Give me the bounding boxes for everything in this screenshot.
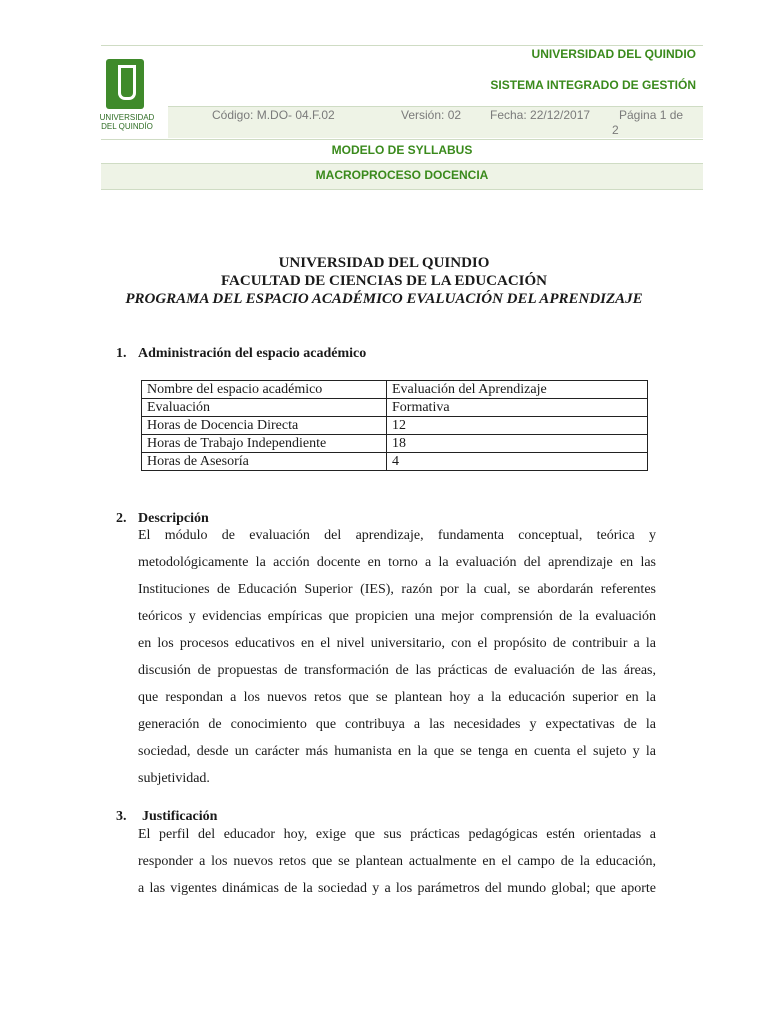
table-cell-value: Formativa	[387, 399, 648, 417]
header-code-rule	[168, 106, 703, 107]
logo-mark-icon	[106, 59, 144, 109]
section-2-paragraph	[138, 522, 656, 792]
header-page: Página 1 de	[619, 108, 684, 122]
paragraph-line: Instituciones de Educación Superior (IES), razón por la cual, se abordarán referentes	[138, 582, 656, 597]
table-cell-label: Horas de Asesoría	[142, 453, 387, 471]
section-2-title: Descripción	[138, 511, 209, 526]
header-date: Fecha: 22/12/2017	[490, 108, 591, 122]
section-1-number: 1.	[116, 346, 127, 361]
paragraph-line: subjetividad.	[138, 771, 210, 786]
logo-text-line2: DEL QUINDÍO	[101, 122, 153, 131]
logo-text-line1: UNIVERSIDAD	[99, 113, 155, 122]
table-row	[142, 435, 648, 453]
header-system: SISTEMA INTEGRADO DE GESTIÓN	[490, 78, 696, 92]
paragraph-line: El módulo de evaluación del aprendizaje, fundamenta conceptual, teórica y	[138, 528, 656, 543]
header-version: Versión: 02	[401, 108, 462, 122]
header-model: MODELO DE SYLLABUS	[331, 143, 473, 157]
title-university: UNIVERSIDAD DEL QUINDIO	[278, 255, 490, 271]
section-3-number: 3.	[116, 809, 127, 824]
section-3-title: Justificación	[142, 809, 218, 824]
table-row	[142, 453, 648, 471]
paragraph-line: responder a los nuevos retos que se plantean actualmente en el campo de la educación,	[138, 854, 656, 869]
paragraph-line: discusión de propuestas de transformación de las prácticas de evaluación de las áreas,	[138, 663, 656, 678]
paragraph-line: sociedad, desde un carácter más humanista en la que se tenga en cuenta el sujeto y la	[138, 744, 656, 759]
header-page-total: 2	[612, 123, 619, 137]
header-model-rule	[101, 139, 703, 140]
title-faculty: FACULTAD DE CIENCIAS DE LA EDUCACIÓN	[220, 273, 548, 289]
table-row	[142, 381, 648, 399]
table-cell-label: Nombre del espacio académico	[142, 381, 387, 399]
header-macro: MACROPROCESO DOCENCIA	[315, 168, 489, 182]
paragraph-line: que respondan a los nuevos retos que se plantean hoy a la educación superior en la	[138, 690, 656, 705]
header-university: UNIVERSIDAD DEL QUINDIO	[531, 47, 696, 61]
table-cell-label: Evaluación	[142, 399, 387, 417]
title-program: PROGRAMA DEL ESPACIO ACADÉMICO EVALUACIÓN DEL APRENDIZAJE	[125, 291, 643, 307]
section-2-number: 2.	[116, 511, 127, 526]
section-1-heading	[116, 346, 366, 362]
section-1-title: Administración del espacio académico	[138, 346, 367, 361]
table-cell-value: 4	[387, 453, 648, 471]
header-macro-rule-top	[101, 163, 703, 164]
table-row	[142, 399, 648, 417]
table-cell-value: Evaluación del Aprendizaje	[387, 381, 648, 399]
paragraph-line: El perfil del educador hoy, exige que sus prácticas pedagógicas estén orientadas a	[138, 827, 656, 842]
table-row	[142, 417, 648, 435]
admin-table	[141, 380, 648, 471]
table-cell-label: Horas de Trabajo Independiente	[142, 435, 387, 453]
section-3-paragraph	[138, 821, 656, 902]
header-top-rule	[101, 45, 703, 46]
table-cell-value: 18	[387, 435, 648, 453]
table-cell-label: Horas de Docencia Directa	[142, 417, 387, 435]
paragraph-line: en los procesos educativos en el nivel universitario, con el propósito de contribuir a la	[138, 636, 656, 651]
paragraph-line: generación de conocimiento que contribuya a las necesidades y expectativas de la	[138, 717, 656, 732]
table-cell-value: 12	[387, 417, 648, 435]
university-logo	[95, 55, 159, 147]
paragraph-line: metodológicamente la acción docente en torno a la evaluación del aprendizaje en las	[138, 555, 656, 570]
header-macro-rule-bottom	[101, 189, 703, 190]
paragraph-line: teóricos y evidencias empíricas que propicien una mejor comprensión de la evaluación	[138, 609, 656, 624]
header-code: Código: M.DO- 04.F.02	[212, 108, 335, 122]
paragraph-line: a las vigentes dinámicas de la sociedad y a los parámetros del mundo global; que aporte	[138, 881, 656, 896]
